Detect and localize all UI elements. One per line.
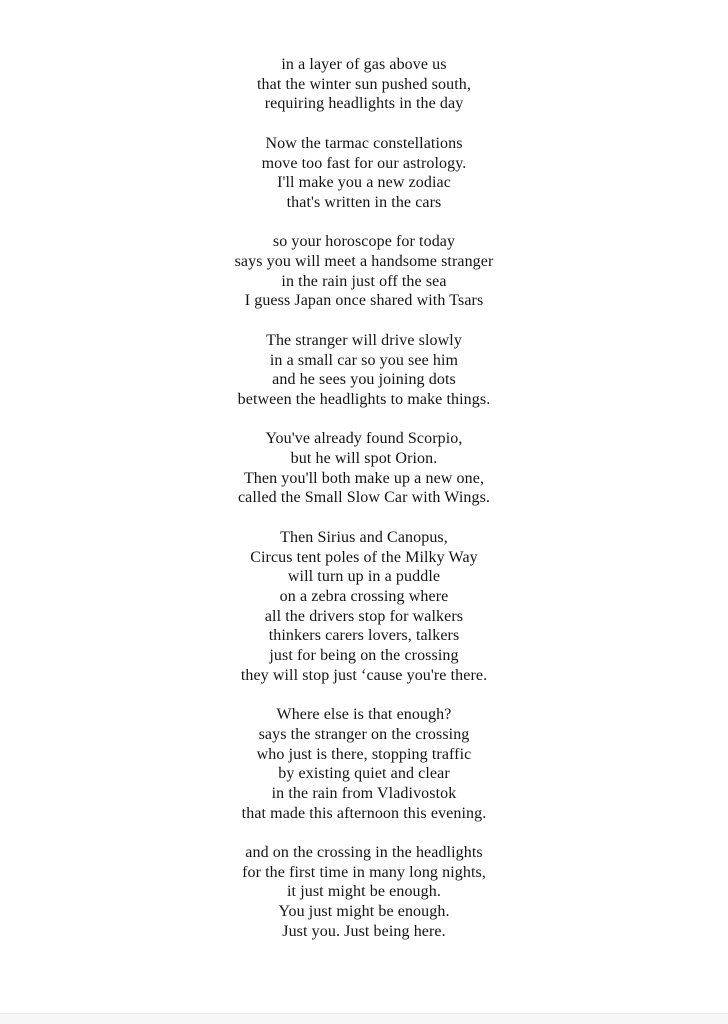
stanza — [0, 232, 728, 311]
poem-line: just for being on the crossing — [269, 647, 459, 665]
poem-line: says you will meet a handsome stranger — [234, 253, 494, 270]
poem-line: so your horoscope for today — [272, 233, 456, 251]
poem-line: Then Sirius and Canopus, — [280, 528, 448, 546]
poem-line: in the rain just off the sea — [281, 272, 447, 290]
poem-line: that made this afternoon this evening. — [241, 804, 487, 822]
stanza — [0, 429, 728, 508]
poem-line: on a zebra crossing where — [279, 587, 449, 605]
poem-line: who just is there, stopping traffic — [256, 745, 472, 763]
poem-line: The stranger will drive slowly — [266, 331, 462, 349]
poem-line: that the winter sun pushed south, — [257, 75, 471, 93]
poem-line: Where else is that enough? — [276, 706, 452, 724]
poem-line: for the first time in many long nights, — [242, 863, 486, 881]
poem-line: Then you'll both make up a new one, — [243, 469, 485, 487]
poem-line: in the rain from Vladivostok — [271, 784, 457, 802]
poem-line: You've already found Scorpio, — [265, 430, 463, 448]
stanza — [0, 134, 728, 213]
poem-line: but he will spot Orion. — [290, 450, 438, 467]
poem-line: in a layer of gas above us — [281, 56, 447, 73]
poem-line: by existing quiet and clear — [278, 765, 450, 783]
poem-line: and he sees you joining dots — [272, 371, 456, 389]
poem-line: You just might be enough. — [278, 903, 450, 921]
poem-line: I guess Japan once shared with Tsars — [244, 292, 484, 310]
stanza — [0, 528, 728, 686]
stanza — [0, 55, 728, 114]
poem — [0, 55, 728, 942]
poem-line: it just might be enough. — [287, 883, 441, 901]
poem-line: Just you. Just being here. — [282, 922, 446, 940]
poem-line: move too fast for our astrology. — [261, 154, 467, 172]
poem-line: requiring headlights in the day — [264, 95, 464, 113]
poem-line: will turn up in a puddle — [287, 568, 441, 586]
stanza — [0, 705, 728, 823]
poem-line: says the stranger on the crossing — [258, 725, 470, 743]
stanza — [0, 843, 728, 942]
poem-line: thinkers carers lovers, talkers — [268, 627, 460, 645]
poem-line: I'll make you a new zodiac — [277, 174, 451, 192]
poem-line: between the headlights to make things. — [237, 390, 491, 408]
poem-line: called the Small Slow Car with Wings. — [237, 489, 491, 507]
poem-line: they will stop just ‘cause you're there. — [240, 666, 488, 684]
poem-line: that's written in the cars — [286, 193, 442, 211]
poem-line: Circus tent poles of the Milky Way — [250, 548, 478, 566]
poem-line: Now the tarmac constellations — [265, 134, 463, 152]
stanza — [0, 331, 728, 410]
poem-line: and on the crossing in the headlights — [245, 844, 483, 862]
poem-line: all the drivers stop for walkers — [264, 607, 464, 625]
page-bottom-edge — [0, 1013, 728, 1024]
poem-line: in a small car so you see him — [269, 351, 459, 369]
